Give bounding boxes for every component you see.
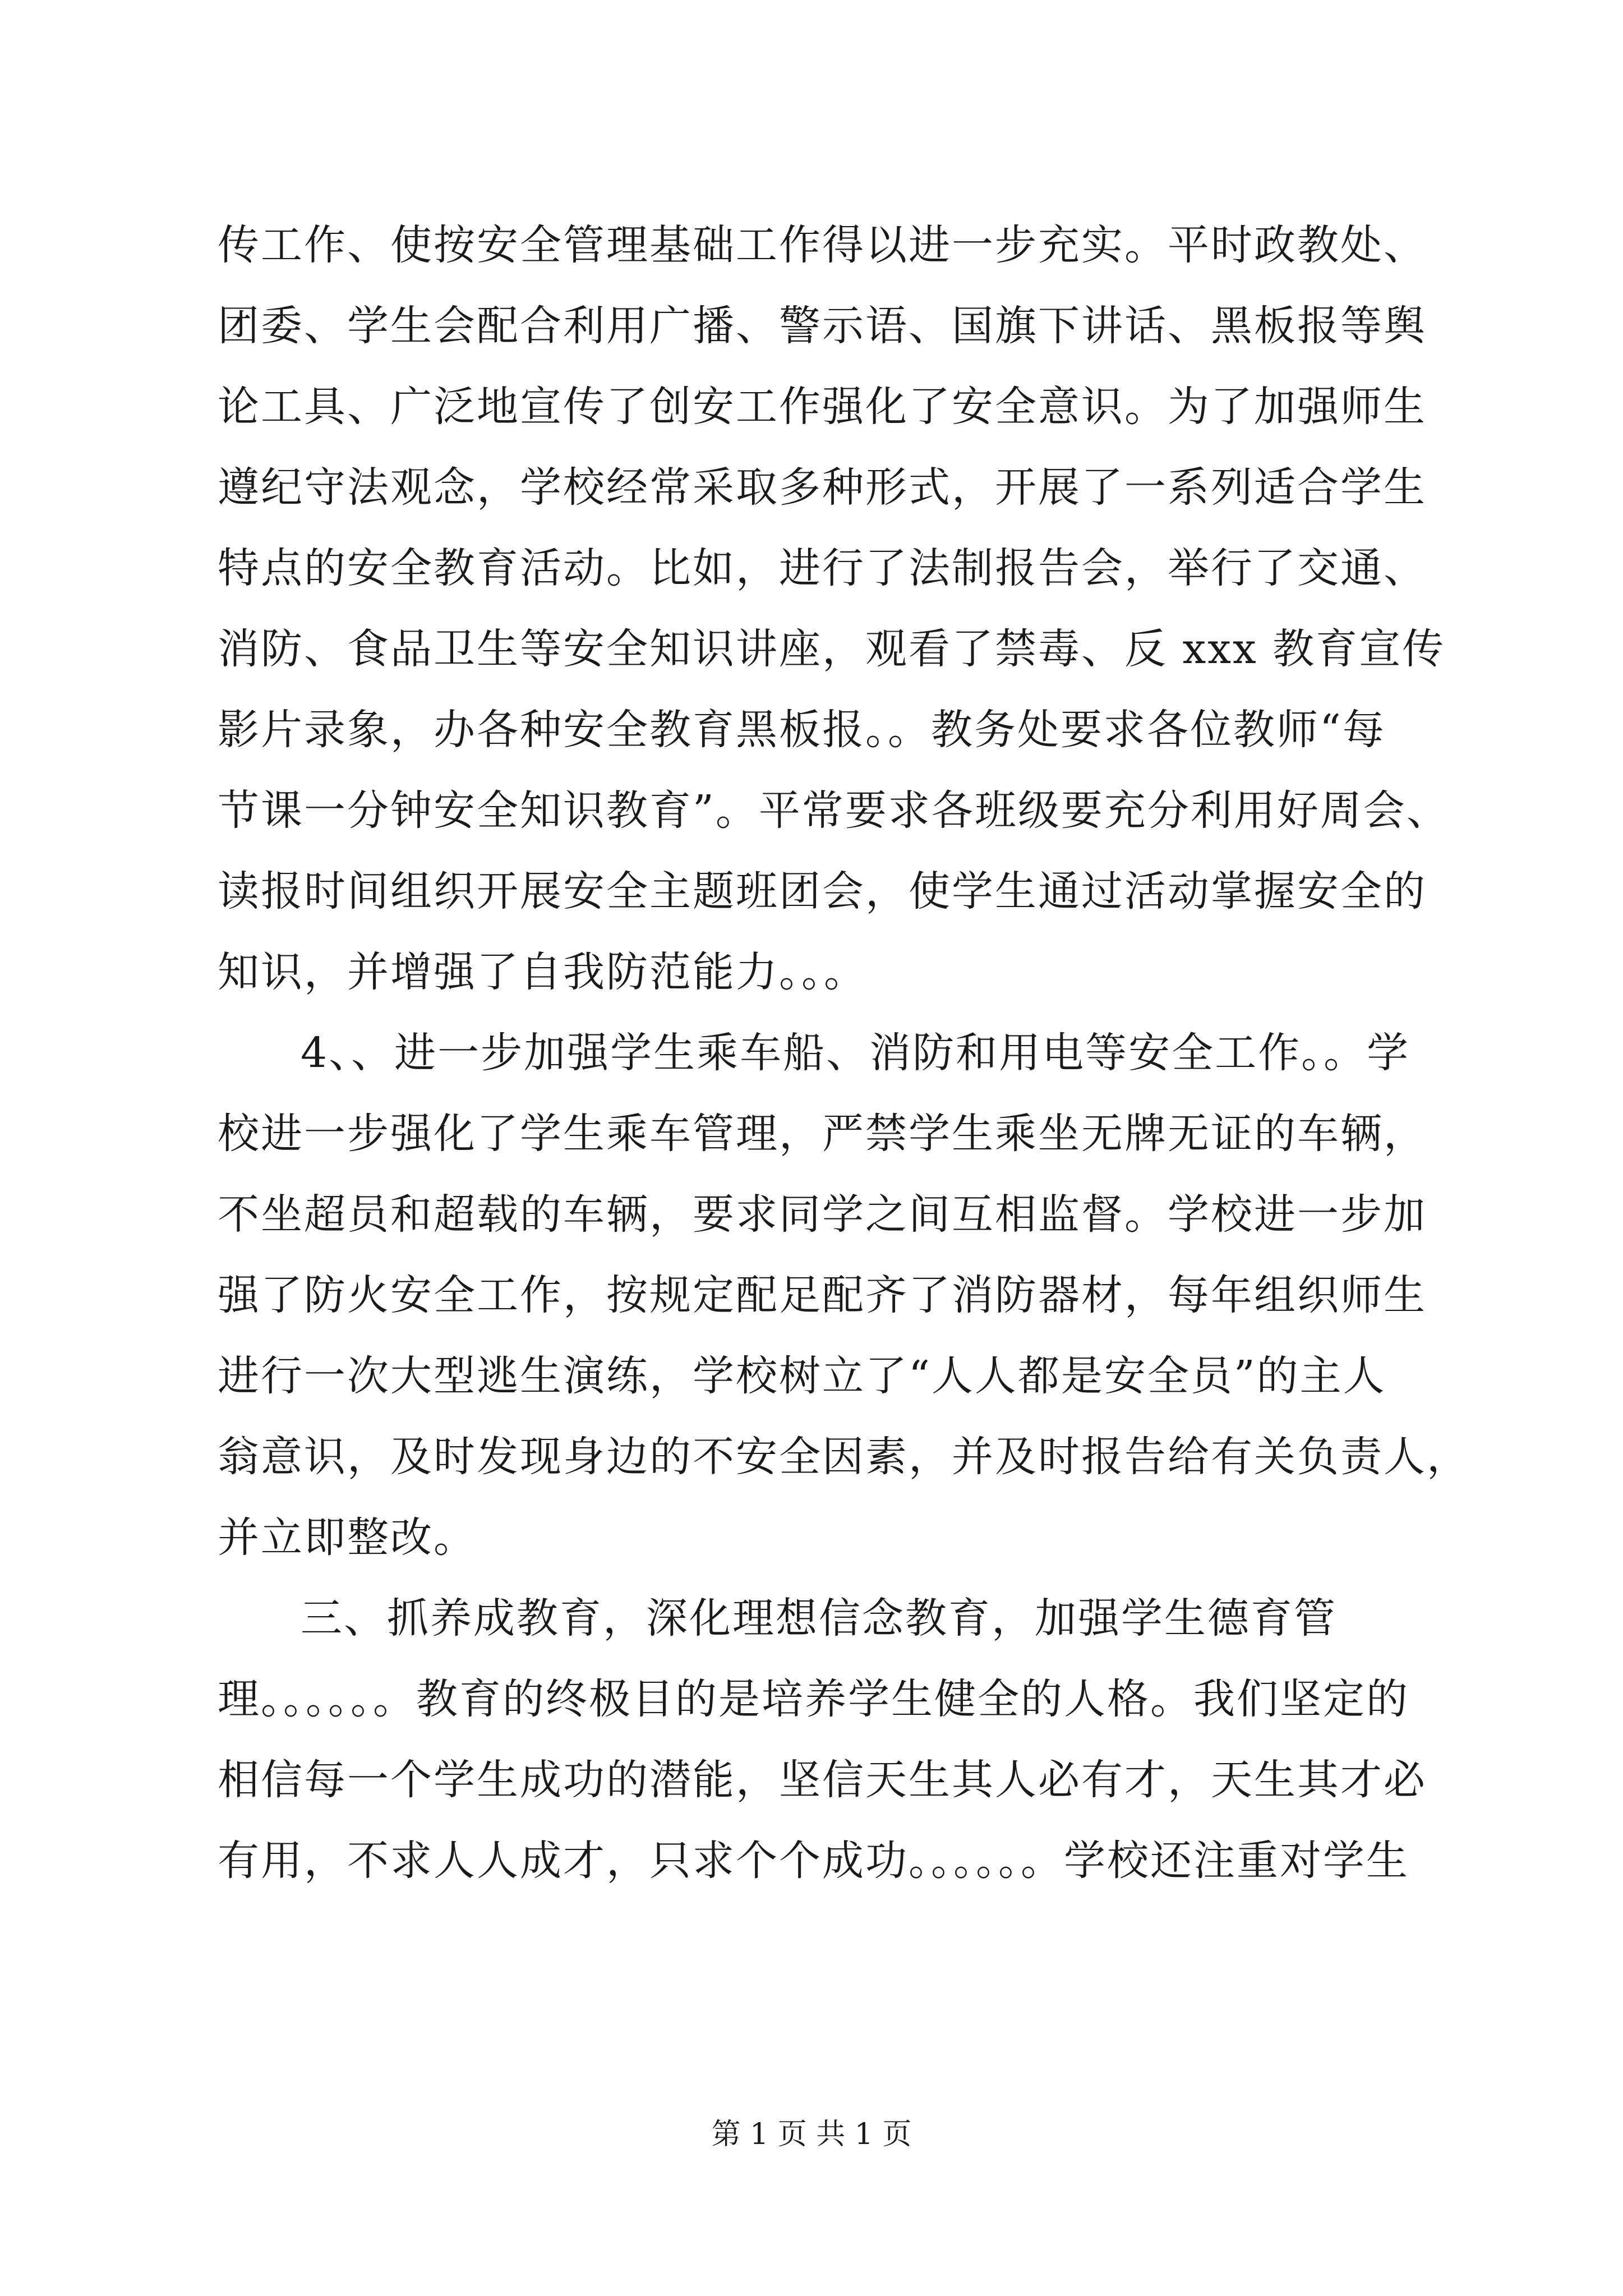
text-line: 特点的安全教育活动。比如，进行了法制报告会，举行了交通、 <box>218 544 1427 592</box>
text-line: 读报时间组织开展安全主题班团会，使学生通过活动掌握安全的 <box>218 867 1427 915</box>
text-line: 消防、食品卫生等安全知识讲座，观看了禁毒、反 xxx 教育宣传 <box>218 625 1446 673</box>
paragraph-start-line: 4、、进一步加强学生乘车船、消防和用电等安全工作。。学 <box>301 1029 1410 1077</box>
text-line: 传工作、使按安全管理基础工作得以进一步充实。平时政教处、 <box>218 221 1427 269</box>
text-line: 论工具、广泛地宣传了创安工作强化了安全意识。为了加强师生 <box>218 383 1427 431</box>
text-line: 强了防火安全工作，按规定配足配齐了消防器材，每年组织师生 <box>218 1271 1427 1319</box>
paragraph-start-line: 三、抓养成教育，深化理想信念教育，加强学生德育管 <box>301 1594 1337 1642</box>
text-line: 翁意识，及时发现身边的不安全因素，并及时报告给有关负责人， <box>218 1433 1470 1481</box>
text-line: 进行一次大型逃生演练，学校树立了“人人都是安全员”的主人 <box>218 1352 1386 1400</box>
text-line: 节课一分钟安全知识教育”。平常要求各班级要充分利用好周会、 <box>218 786 1450 835</box>
text-line: 遵纪守法观念，学校经常采取多种形式，开展了一系列适合学生 <box>218 463 1427 512</box>
text-line: 理。。。。。。教育的终极目的是培养学生健全的人格。我们坚定的 <box>218 1675 1409 1723</box>
text-line: 不坐超员和超载的车辆，要求同学之间互相监督。学校进一步加 <box>218 1190 1427 1239</box>
text-line: 相信每一个学生成功的潜能，坚信天生其人必有才，天生其才必 <box>218 1756 1427 1804</box>
text-line: 有用，不求人人成才，只求个个成功。。。。。。学校还注重对学生 <box>218 1837 1409 1885</box>
text-line: 团委、学生会配合利用广播、警示语、国旗下讲话、黑板报等舆 <box>218 302 1427 350</box>
text-line: 并立即整改。 <box>218 1513 477 1562</box>
text-line: 影片录象，办各种安全教育黑板报。。教务处要求各位教师“每 <box>218 706 1386 754</box>
text-line: 校进一步强化了学生乘车管理，严禁学生乘坐无牌无证的车辆， <box>218 1110 1427 1158</box>
text-line: 知识，并增强了自我防范能力。。。 <box>218 948 867 996</box>
body-text <box>218 205 1470 1901</box>
page-number-label: 第 1 页 共 1 页 <box>711 2118 912 2151</box>
page-footer <box>0 2115 1623 2154</box>
